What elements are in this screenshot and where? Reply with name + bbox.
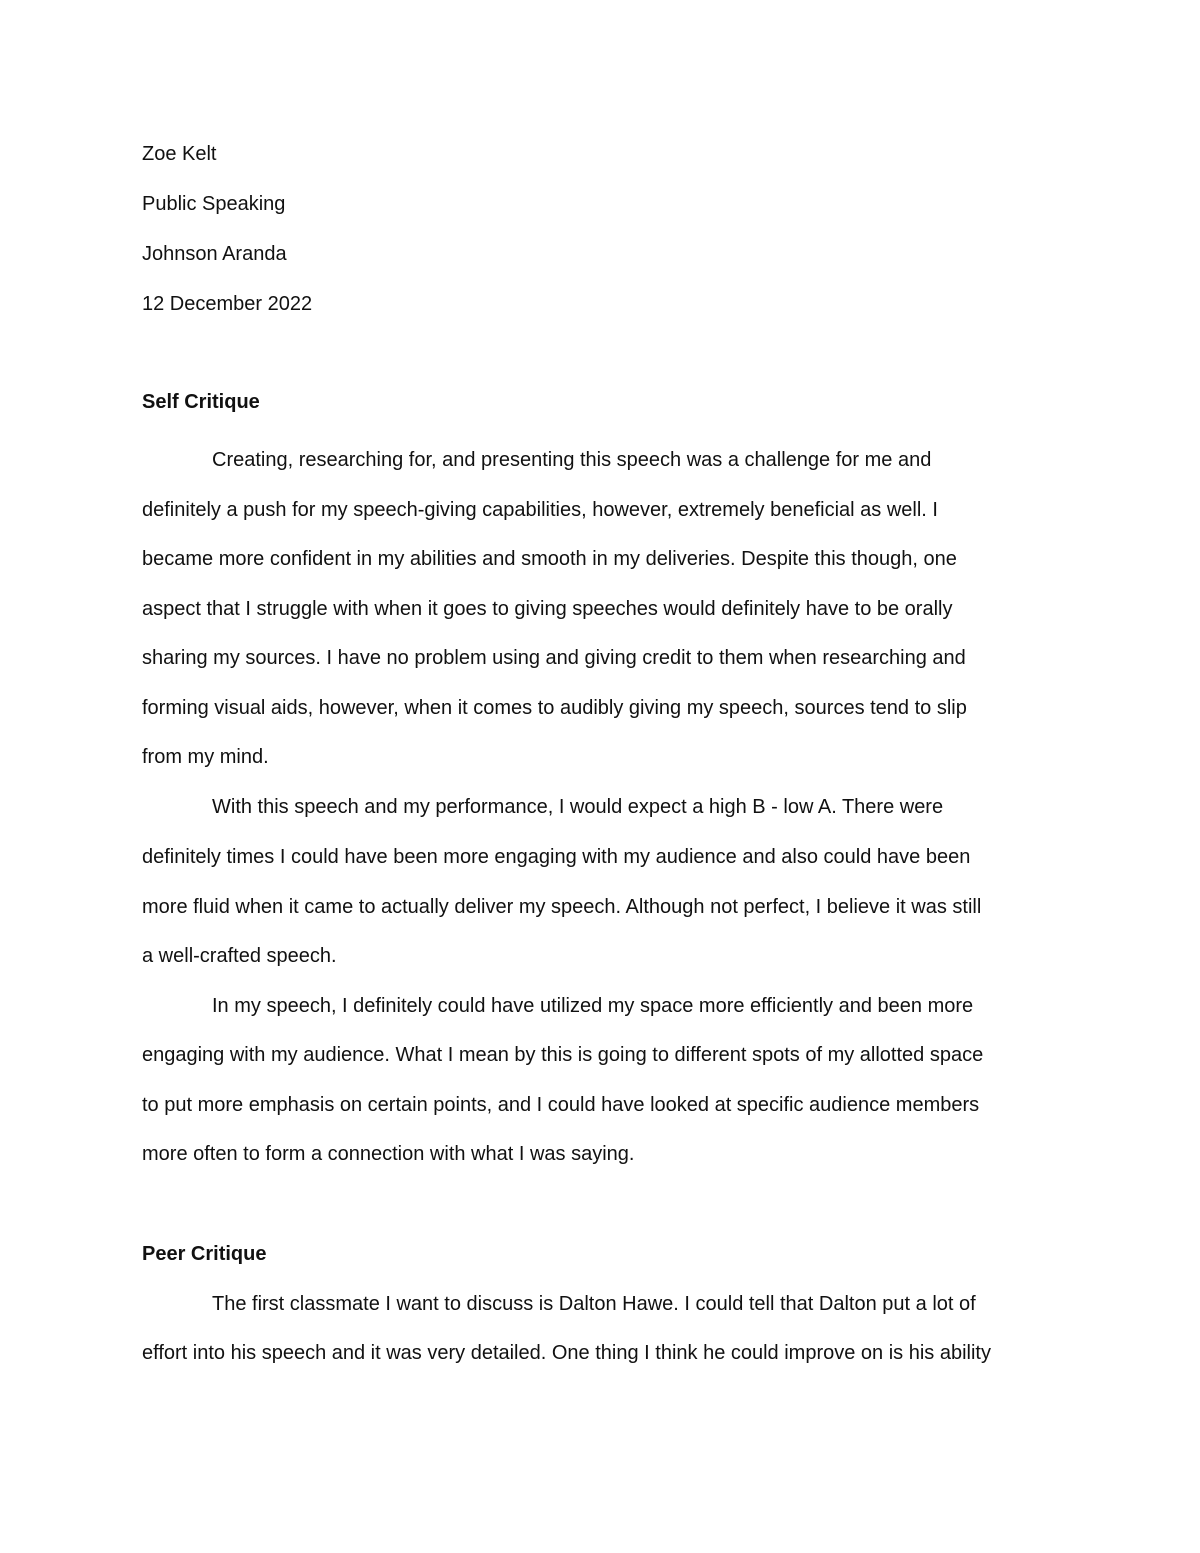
self-critique-line-10: more fluid when it came to actually deliver my speech. Although not perfect, I believe it was still [142, 896, 982, 918]
self-critique-line-3: became more confident in my abilities and smooth in my deliveries. Despite this though, one [142, 548, 957, 570]
self-critique-line-5: sharing my sources. I have no problem using and giving credit to them when researching and [142, 647, 966, 669]
peer-critique-heading: Peer Critique [142, 1243, 267, 1265]
self-critique-line-7: from my mind. [142, 746, 269, 768]
self-critique-line-8: With this speech and my performance, I would expect a high B - low A. There were [212, 796, 944, 818]
self-critique-line-9: definitely times I could have been more engaging with my audience and also could have been [142, 846, 971, 868]
self-critique-line-4: aspect that I struggle with when it goes to giving speeches would definitely have to be orally [142, 598, 953, 620]
peer-critique-line-2: effort into his speech and it was very detailed. One thing I think he could improve on is his ability [142, 1342, 991, 1364]
student-name: Zoe Kelt [142, 143, 217, 165]
self-critique-line-14: to put more emphasis on certain points, and I could have looked at specific audience members [142, 1094, 980, 1116]
self-critique-line-12: In my speech, I definitely could have utilized my space more efficiently and been more [212, 995, 974, 1017]
peer-critique-line-1: The first classmate I want to discuss is Dalton Hawe. I could tell that Dalton put a lot of [212, 1293, 976, 1315]
self-critique-line-13: engaging with my audience. What I mean by this is going to different spots of my allotted space [142, 1044, 984, 1066]
self-critique-line-1: Creating, researching for, and presenting this speech was a challenge for me and [212, 449, 932, 471]
self-critique-line-2: definitely a push for my speech-giving capabilities, however, extremely beneficial as well. I [142, 499, 938, 521]
self-critique-line-11: a well-crafted speech. [142, 945, 337, 967]
document-date: 12 December 2022 [142, 293, 313, 315]
self-critique-heading: Self Critique [142, 391, 260, 413]
instructor-name: Johnson Aranda [142, 243, 287, 265]
course-name: Public Speaking [142, 193, 286, 215]
self-critique-line-6: forming visual aids, however, when it comes to audibly giving my speech, sources tend to slip [142, 697, 967, 719]
self-critique-line-15: more often to form a connection with what I was saying. [142, 1143, 635, 1165]
